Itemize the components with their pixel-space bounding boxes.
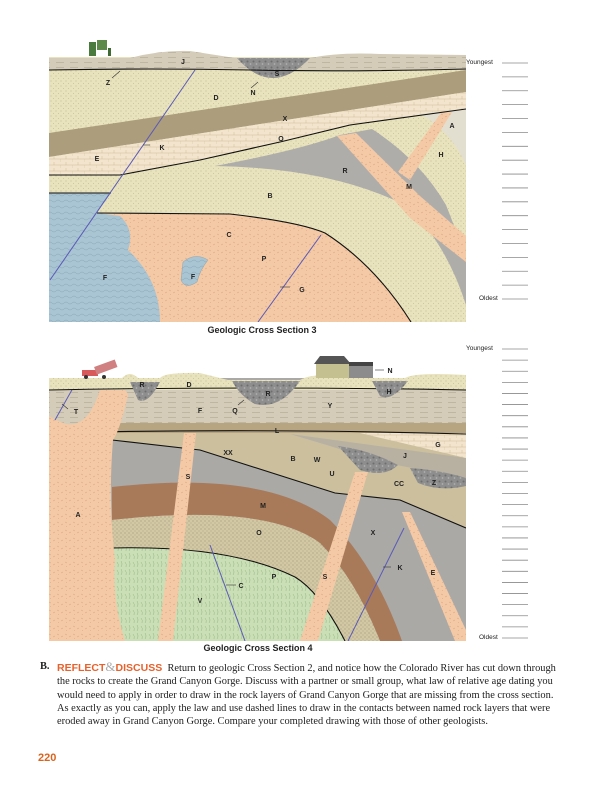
reflect-heading: REFLECT	[57, 662, 106, 674]
label: O	[256, 530, 262, 537]
exercise-letter: B.	[40, 661, 50, 672]
discuss-heading: DISCUSS	[115, 662, 163, 674]
label: S	[274, 71, 280, 78]
label: O	[278, 136, 284, 143]
label: C	[238, 583, 244, 590]
label: X	[282, 116, 288, 123]
label: J	[181, 59, 185, 66]
label: K	[159, 145, 165, 152]
label: H	[438, 152, 444, 159]
label: N	[250, 90, 256, 97]
youngest-label: Youngest	[466, 345, 493, 352]
label: M	[406, 184, 412, 191]
label: F	[197, 408, 203, 415]
section3-caption: Geologic Cross Section 3	[207, 325, 317, 335]
exercise-text: Return to geologic Cross Section 2, and notice how the Colorado River has cut down through the rocks to create the Grand Canyon Gorge. Discuss with a partner or small group, what law of relative age dating you would need to apply in order to draw in the rock layers of Grand Canyon Gorge that are missing from the cross section. As exactly as you can, apply the law and use dashed lines to draw in the contacts between named rock layers that were eroded away in Grand Canyon Gorge. Compare your completed drawing with those of other geologists.	[57, 663, 556, 728]
label: R	[139, 382, 145, 389]
label: H	[386, 389, 392, 396]
label: G	[299, 287, 305, 294]
label: S	[185, 474, 191, 481]
answer-blanks-section4[interactable]	[466, 345, 528, 641]
dump-truck-icon	[82, 360, 117, 379]
label: Q	[232, 408, 238, 415]
label: U	[329, 471, 335, 478]
label: V	[197, 598, 203, 605]
section4-caption: Geologic Cross Section 4	[203, 643, 313, 653]
label: XX	[223, 450, 233, 457]
cross-section-3	[49, 51, 466, 322]
label: S	[322, 574, 328, 581]
label: B	[290, 456, 296, 463]
label: Z	[105, 80, 111, 87]
label: W	[313, 457, 321, 464]
label: A	[75, 512, 81, 519]
label: R	[265, 391, 271, 398]
label: P	[261, 256, 267, 263]
label: R	[342, 168, 348, 175]
label: F	[102, 275, 108, 282]
label: Y	[327, 403, 333, 410]
cross-section-4	[49, 373, 466, 641]
label: Z	[431, 480, 437, 487]
answer-blanks-section3[interactable]	[466, 59, 528, 302]
label: N	[387, 368, 393, 375]
label: G	[435, 442, 441, 449]
exercise-b	[40, 660, 565, 728]
label: E	[94, 156, 100, 163]
oldest-label: Oldest	[479, 295, 498, 302]
label: E	[430, 570, 436, 577]
label: K	[397, 565, 403, 572]
label: T	[73, 409, 79, 416]
label: D	[186, 382, 192, 389]
label: X	[370, 530, 376, 537]
label: D	[213, 95, 219, 102]
trees-icon	[89, 40, 111, 56]
label: C	[226, 232, 232, 239]
label: CC	[393, 481, 405, 488]
label: F	[190, 274, 196, 281]
oldest-label: Oldest	[479, 634, 498, 641]
label: B	[267, 193, 273, 200]
label: J	[403, 453, 407, 460]
label: A	[449, 123, 455, 130]
label: M	[260, 503, 266, 510]
ampersand: &	[105, 659, 116, 674]
label: L	[274, 428, 280, 435]
page-number: 220	[38, 752, 57, 764]
label: P	[271, 574, 277, 581]
house-icon	[314, 356, 384, 378]
youngest-label: Youngest	[466, 59, 493, 66]
